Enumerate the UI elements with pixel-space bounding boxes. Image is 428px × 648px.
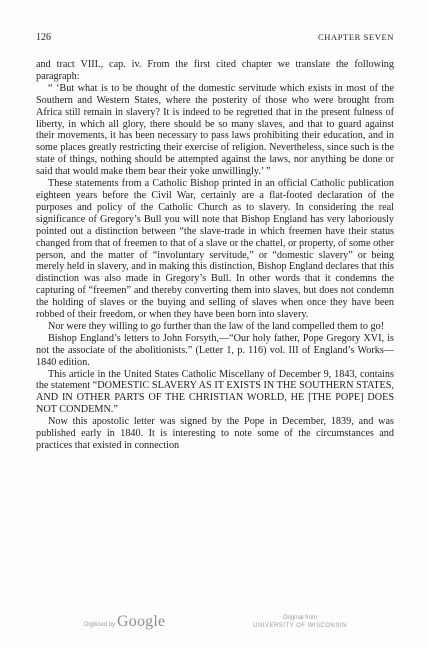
paragraph: These statements from a Catholic Bishop printed in an official Catholic publication eighteen years before the Civil War, certainly are a flat-footed declaration of the purposes and policy of the Catholic Church as to slavery. In considering the real significance of Gregory’s Bull you will note that Bishop England has very laboriously pointed out a distinction between “the slave-trade in which freemen have their status changed from that of freemen to that of a slave or the chattel, or property, of some other person, and the matter of “involuntary servitude,” or “domestic slavery” or being merely held in slavery, and in making this distinction, Bishop England declares that this distinction was also made in Gregory’s Bull. In other words that it condemns the capturing of “freemen” and thereby converting them into slaves, but does not condemn the holding of slaves or the buying and selling of slaves when once they have been robbed of their freedom, or when they have been born into slavery.	[36, 178, 394, 321]
paragraph: Bishop England’s letters to John Forsyth,—“Our holy father, Pope Gregory XVI, is not the associate of the abolitionists.” (Letter 1, p. 116) vol. III of England’s Works—1840 edition.	[36, 332, 394, 368]
page-number: 126	[36, 32, 51, 43]
paragraph: and tract VIII., cap. iv. From the first cited chapter we translate the following paragraph:	[36, 59, 394, 82]
block-quote: “ ‘But what is to be thought of the domestic servitude which exists in most of the Southern and Western States, where the posterity of those who were brought from Africa still remain in slavery? It is indeed to be regretted that in the present fulness of liberty, in which all glory, there should be so many slaves, and that to guard against their movements, it has been necessary to pass laws prohibiting their education, and in some places greatly restricting their exercise of religion. Nevertheless, since such is the state of things, nothing should be attempted against the laws, nor anything be done or said that would make them bear their yoke unwillingly.’ ”	[36, 82, 394, 178]
running-head: CHAPTER SEVEN	[317, 32, 394, 42]
original-from-block	[250, 614, 350, 630]
institution-name: UNIVERSITY OF WISCONSIN	[253, 623, 347, 629]
paragraph: Nor were they willing to go further than the law of the land compelled them to go!	[48, 320, 385, 332]
body-text	[36, 59, 394, 452]
paragraph: This article in the United States Catholic Miscellany of December 9, 1843, contains the statement “DOMESTIC SLAVERY AS IT EXISTS IN THE SOUTHERN STATES, AND IN OTHER PARTS OF THE CHRISTIAN WORLD, HE [THE POPE] DOES NOT CONDEMN.”	[36, 368, 394, 416]
google-logo: Google	[117, 613, 166, 630]
original-from-label: Original from	[282, 615, 318, 621]
paragraph: Now this apostolic letter was signed by the Pope in December, 1839, and was published early in 1840. It is interesting to note some of the circumstances and practices that existed in connection	[36, 416, 394, 451]
page-header	[36, 32, 394, 46]
digitized-by-label: Digitized by	[84, 622, 116, 628]
scan-footer	[0, 612, 428, 642]
